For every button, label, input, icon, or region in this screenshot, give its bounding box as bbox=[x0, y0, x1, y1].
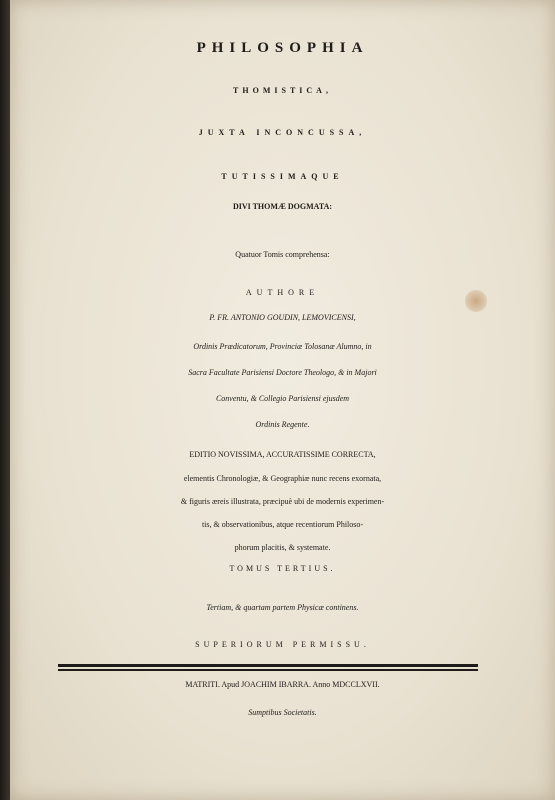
edition-line: tis, & observationibus, atque recentiorum Philoso- bbox=[201, 520, 364, 529]
volume-label: TOMUS TERTIUS. bbox=[229, 564, 336, 573]
title-page bbox=[10, 0, 555, 800]
edition-line: & figuris æreis illustrata, præcipuè ubi de modernis experimen- bbox=[180, 497, 385, 506]
author-name-line: P. FR. ANTONIO GOUDIN, LEMOVICENSI, bbox=[209, 313, 356, 322]
subtitle-quatuor-tomis: Quatuor Tomis comprehensa: bbox=[235, 250, 330, 259]
author-description-line: Ordinis Prædicatorum, Provinciæ Tolosanæ Alumno, in bbox=[193, 342, 372, 351]
author-description-line: Ordinis Regente. bbox=[255, 420, 310, 429]
title-juxta-inconcussa: JUXTA INCONCUSSA, bbox=[198, 128, 367, 137]
imprint-place-line: MATRITI. Apud JOACHIM IBARRA. Anno MDCCLXVII. bbox=[185, 680, 380, 689]
title-philosophia: PHILOSOPHIA bbox=[196, 40, 369, 56]
volume-contents: Tertiam, & quartam partem Physicæ continens. bbox=[206, 603, 359, 612]
double-rule-top bbox=[58, 664, 478, 667]
author-description-line: Conventu, & Collegio Parisiensi ejusdem bbox=[215, 394, 350, 403]
edition-line: elementis Chronologiæ, & Geographiæ nunc recens exornata, bbox=[183, 474, 382, 483]
authore-label: AUTHORE bbox=[245, 288, 320, 297]
double-rule-bottom bbox=[58, 669, 478, 671]
title-thomistica: THOMISTICA, bbox=[233, 86, 332, 95]
imprint-sumptibus-line: Sumptibus Societatis. bbox=[248, 708, 317, 717]
edition-line: EDITIO NOVISSIMA, ACCURATISSIME CORRECTA, bbox=[189, 450, 376, 459]
title-tutissimaque: TUTISSIMAQUE bbox=[221, 172, 344, 181]
permission-line: SUPERIORUM PERMISSU. bbox=[195, 640, 370, 649]
title-divi-thomae: DIVI THOMÆ DOGMATA: bbox=[232, 202, 333, 211]
author-description-line: Sacra Facultate Parisiensi Doctore Theologo, & in Majori bbox=[188, 368, 377, 377]
book-binding-edge bbox=[0, 0, 10, 800]
edition-line: phorum placitis, & systemate. bbox=[234, 543, 331, 552]
